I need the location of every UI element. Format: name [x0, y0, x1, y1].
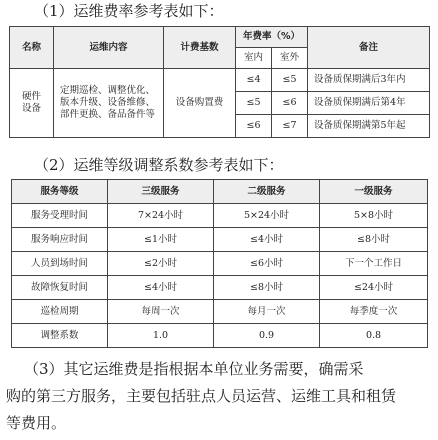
cell-level-3: ≤1小时 — [108, 228, 214, 252]
row-label: 故障恢复时间 — [12, 276, 108, 300]
header-name: 名称 — [10, 27, 54, 69]
cell-note: 设备质保期满后第4年 — [308, 92, 430, 115]
cell-level-2: 0.9 — [214, 324, 320, 348]
other-fees-paragraph — [6, 356, 434, 437]
subheader-outdoor: 室外 — [272, 48, 308, 69]
cell-base: 设备购置费 — [164, 69, 236, 138]
heading-fee-rate-table: （1）运维费率参考表如下： — [34, 2, 224, 20]
cell-name: 硬件设备 — [10, 69, 54, 138]
service-level-header-row — [12, 180, 428, 204]
cell-level-1: 0.8 — [320, 324, 428, 348]
table-row — [12, 300, 428, 324]
cell-note: 设备质保期满后3年内 — [308, 69, 430, 92]
cell-level-3: 1.0 — [108, 324, 214, 348]
cell-note: 设备质保期满第5年起 — [308, 115, 430, 138]
table-row — [12, 228, 428, 252]
header-base: 计费基数 — [164, 27, 236, 69]
paragraph-line: 等费用。 — [6, 414, 67, 432]
cell-level-2: ≤6小时 — [214, 252, 320, 276]
header-level-1: 一级服务 — [320, 180, 428, 204]
fee-rate-header-row — [10, 27, 430, 48]
row-label: 服务响应时间 — [12, 228, 108, 252]
heading-service-level-table: （2）运维等级调整系数参考表如下： — [34, 156, 284, 174]
header-service-level: 服务等级 — [12, 180, 108, 204]
cell-level-1: 每季度一次 — [320, 300, 428, 324]
fee-rate-table — [9, 26, 430, 138]
cell-level-2: ≤8小时 — [214, 276, 320, 300]
table-row — [12, 252, 428, 276]
cell-outdoor: ≤5 — [272, 69, 308, 92]
header-level-3: 三级服务 — [108, 180, 214, 204]
header-annual-rate: 年费率（%） — [236, 27, 308, 48]
cell-indoor: ≤6 — [236, 115, 272, 138]
cell-content: 定期巡检、调整优化、版本升级、设备维修、部件更换、备品备件等 — [54, 69, 164, 138]
cell-indoor: ≤5 — [236, 92, 272, 115]
cell-level-2: ≤4小时 — [214, 228, 320, 252]
cell-level-3: 每周一次 — [108, 300, 214, 324]
paragraph-line: （3）其它运维费是指根据本单位业务需要，确需采 — [24, 360, 364, 378]
table-row — [12, 204, 428, 228]
row-label: 人员到场时间 — [12, 252, 108, 276]
cell-level-1: 下一个工作日 — [320, 252, 428, 276]
header-note: 备注 — [308, 27, 430, 69]
cell-level-3: ≤4小时 — [108, 276, 214, 300]
cell-level-2: 每月一次 — [214, 300, 320, 324]
paragraph-line: 购的第三方服务，主要包括驻点人员运营、运维工具和租赁 — [6, 387, 397, 405]
cell-level-3: 7×24小时 — [108, 204, 214, 228]
cell-level-1: ≤8小时 — [320, 228, 428, 252]
row-label: 调整系数 — [12, 324, 108, 348]
cell-level-2: 5×24小时 — [214, 204, 320, 228]
header-level-2: 二级服务 — [214, 180, 320, 204]
cell-outdoor: ≤6 — [272, 92, 308, 115]
row-label: 巡检周期 — [12, 300, 108, 324]
cell-indoor: ≤4 — [236, 69, 272, 92]
table-row — [12, 276, 428, 300]
cell-level-1: ≤24小时 — [320, 276, 428, 300]
header-content: 运维内容 — [54, 27, 164, 69]
table-row — [12, 324, 428, 348]
row-label: 服务受理时间 — [12, 204, 108, 228]
cell-level-1: 5×8小时 — [320, 204, 428, 228]
cell-outdoor: ≤7 — [272, 115, 308, 138]
service-level-table — [11, 179, 428, 348]
subheader-indoor: 室内 — [236, 48, 272, 69]
table-row — [10, 69, 430, 92]
cell-level-3: ≤2小时 — [108, 252, 214, 276]
